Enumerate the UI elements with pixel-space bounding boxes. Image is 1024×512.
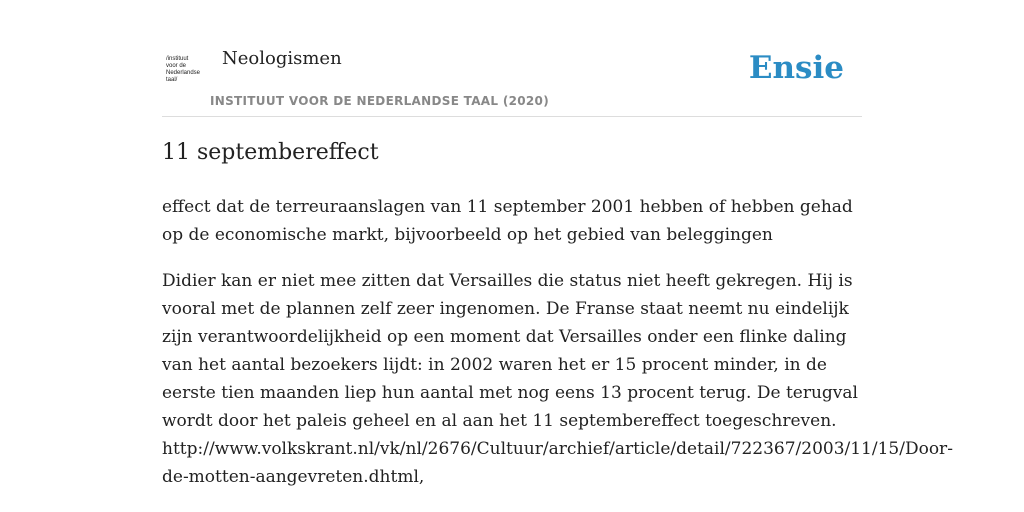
- entry-example: [162, 267, 953, 491]
- header: [162, 44, 862, 117]
- ensie-logo-link[interactable]: Ensie: [748, 50, 844, 86]
- logo-line: voor de: [166, 63, 187, 69]
- entry-definition: effect dat de terreuraanslagen van 11 september 2001 hebben of hebben gehad op de economische markt, bijvoorbeeld op het gebied van beleggingen: [162, 197, 853, 245]
- example-source-link[interactable]: http://www.volkskrant.nl/vk/nl/2676/Cultuur/archief/article/detail/722367/2003/11/15/Door-de-motten-aangevreten.dhtml,: [162, 439, 953, 487]
- entry-term: 11 septembereffect: [162, 140, 379, 165]
- logo-line: /instituut: [166, 56, 189, 62]
- logo-line: taal/: [166, 77, 178, 83]
- source-subtitle: INSTITUUT VOOR DE NEDERLANDSE TAAL (2020): [210, 94, 549, 108]
- example-quote: Didier kan er niet mee zitten dat Versailles die status niet heeft gekregen. Hij is vooral met de plannen zelf zeer ingenomen. De Franse staat neemt nu eindelijk zijn verantwoordelijkheid op een moment dat Versailles onder een flinke daling van het aantal bezoekers lijdt: in 2002 waren het er 15 procent minder, in de eerste tien maanden liep hun aantal met nog eens 13 procent terug. De terugval wordt door het paleis geheel en al aan het 11 septembereffect toegeschreven.: [162, 271, 858, 431]
- logo-line: Nederlandse: [166, 70, 201, 76]
- source-title: Neologismen: [222, 48, 342, 69]
- ivdnt-logo: [166, 56, 210, 92]
